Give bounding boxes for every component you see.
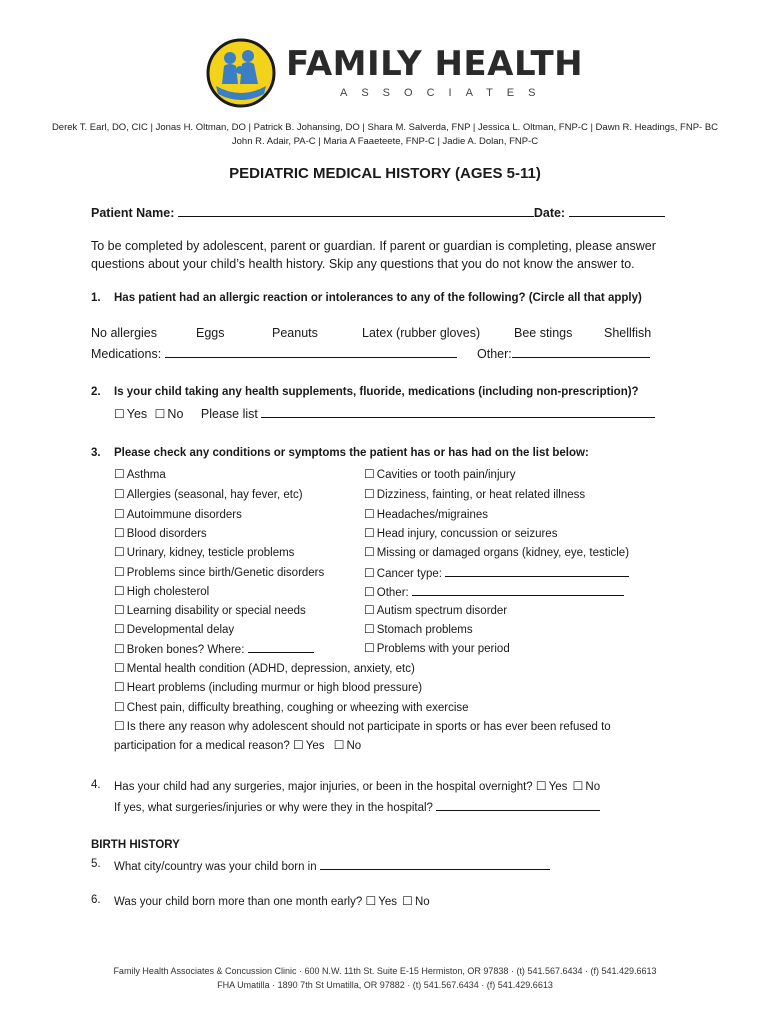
allergy-option-latex[interactable]: Latex (rubber gloves) [362, 326, 481, 340]
q2-text: Is your child taking any health supplements, fluoride, medications (including non-prescription)? [114, 386, 639, 398]
q1-number: 1. [91, 292, 101, 304]
patient-name-label: Patient Name: [91, 206, 175, 220]
letterhead [0, 30, 770, 150]
condition-item[interactable] [114, 526, 207, 540]
q6-yes-checkbox-icon[interactable]: ☐ [365, 894, 377, 908]
other-allergy-field[interactable] [512, 346, 650, 358]
condition-label: Cancer type: [376, 568, 442, 580]
condition-item[interactable] [114, 584, 209, 598]
checkbox-icon[interactable]: ☐ [114, 642, 125, 656]
please-list-field[interactable] [261, 406, 655, 418]
condition-label: Autism spectrum disorder [376, 605, 508, 617]
condition-label: Learning disability or special needs [126, 605, 306, 617]
condition-label: Blood disorders [126, 528, 207, 540]
checkbox-icon[interactable]: ☐ [364, 566, 375, 580]
q3-text: Please check any conditions or symptoms the patient has or has had on the list below: [114, 447, 589, 459]
allergy-option-shellfish[interactable]: Shellfish [604, 326, 652, 340]
q4-no-label: No [585, 781, 601, 793]
condition-item[interactable] [114, 487, 303, 501]
birth-city-field[interactable] [320, 858, 550, 870]
condition-item[interactable] [114, 661, 415, 675]
condition-item[interactable] [114, 565, 324, 579]
condition-label: Developmental delay [126, 624, 235, 636]
condition-item[interactable] [114, 700, 469, 714]
condition-label: Is there any reason why adolescent should not participate in sports or has ever been refused to [126, 721, 611, 733]
providers-line-1: Derek T. Earl, DO, CIC | Jonas H. Oltman, DO | Patrick B. Johansing, DO | Shara M. Salverda, FNP | Jessica L. Oltman, FNP-C | Dawn R. Headings, FNP- BC [51, 122, 719, 133]
condition-item[interactable] [114, 641, 314, 656]
q2-no-checkbox-icon[interactable]: ☐ [154, 407, 166, 421]
condition-label: Autoimmune disorders [126, 509, 242, 521]
condition-label: Allergies (seasonal, hay fever, etc) [126, 489, 303, 501]
condition-item[interactable] [364, 622, 473, 636]
q4-followup-row [114, 799, 600, 814]
allergy-option-bee-stings[interactable]: Bee stings [514, 326, 573, 340]
q2-number: 2. [91, 386, 101, 398]
checkbox-icon[interactable]: ☐ [114, 584, 125, 598]
condition-label: Cavities or tooth pain/injury [376, 469, 516, 481]
q1-text: Has patient had an allergic reaction or intolerances to any of the following? (Circle all that apply) [114, 292, 642, 304]
condition-label: Chest pain, difficulty breathing, coughing or wheezing with exercise [126, 702, 469, 714]
sports-no-checkbox-icon[interactable]: ☐ [333, 738, 345, 752]
intro-line-2: questions about your child’s health history. Skip any questions that you do not know the answer to. [91, 257, 635, 271]
condition-label: Stomach problems [376, 624, 473, 636]
condition-item[interactable] [364, 526, 557, 540]
q2-yes-checkbox-icon[interactable]: ☐ [114, 407, 125, 421]
cancer-type-field[interactable] [445, 565, 629, 577]
q5-number: 5. [91, 858, 101, 870]
q2-no-label: No [167, 407, 184, 421]
condition-item[interactable] [364, 545, 629, 559]
condition-item[interactable] [114, 467, 166, 481]
checkbox-icon[interactable]: ☐ [364, 487, 375, 501]
condition-label: Headaches/migraines [376, 509, 488, 521]
condition-item[interactable] [364, 603, 507, 617]
brand-subtitle: ASSOCIATES [340, 87, 550, 99]
birth-history-heading: BIRTH HISTORY [91, 839, 180, 851]
condition-label: Broken bones? Where: [126, 644, 245, 656]
condition-item[interactable] [364, 487, 585, 501]
q3-number: 3. [91, 447, 101, 459]
sports-no-label: No [346, 740, 362, 752]
condition-label: Head injury, concussion or seizures [376, 528, 558, 540]
condition-item[interactable] [364, 507, 488, 521]
condition-item[interactable] [114, 680, 422, 694]
checkbox-icon[interactable]: ☐ [114, 622, 125, 636]
condition-label: Heart problems (including murmur or high blood pressure) [126, 682, 423, 694]
medications-field[interactable] [165, 346, 457, 358]
patient-name-row [91, 205, 665, 220]
q4-followup-field[interactable] [436, 799, 600, 811]
condition-item[interactable] [114, 545, 294, 559]
q2-answer-row [114, 406, 655, 421]
condition-label: Other: [376, 587, 409, 599]
allergy-option-eggs[interactable]: Eggs [196, 326, 225, 340]
date-field[interactable] [569, 205, 665, 217]
family-logo-icon [206, 38, 276, 108]
q6-number: 6. [91, 894, 101, 906]
checkbox-icon[interactable]: ☐ [364, 641, 375, 655]
q4-row [114, 779, 600, 793]
providers-line-2: John R. Adair, PA-C | Maria A Faaeteete, FNP-C | Jadie A. Dolan, FNP-C [231, 136, 539, 147]
q4-followup-text: If yes, what surgeries/injuries or why were they in the hospital? [114, 802, 433, 814]
checkbox-icon[interactable]: ☐ [114, 661, 125, 675]
checkbox-icon[interactable]: ☐ [364, 585, 375, 599]
q6-row [114, 894, 430, 908]
q6-text: Was your child born more than one month early? [114, 896, 363, 908]
condition-item[interactable] [364, 467, 515, 481]
q2-yes-label: Yes [126, 407, 148, 421]
medications-label: Medications: [91, 347, 162, 361]
condition-label: Dizziness, fainting, or heat related illness [376, 489, 586, 501]
condition-item[interactable] [114, 719, 611, 733]
other-allergy-row [477, 346, 650, 361]
condition-label: High cholesterol [126, 586, 210, 598]
footer-address-line-2: FHA Umatilla · 1890 7th St Umatilla, OR 97882 · (t) 541.567.6434 · (f) 541.429.6613 [217, 980, 553, 990]
other-condition-field[interactable] [412, 584, 624, 596]
broken-bones-field[interactable] [248, 641, 314, 653]
condition-item[interactable] [364, 584, 624, 599]
checkbox-icon[interactable]: ☐ [114, 526, 125, 540]
checkbox-icon[interactable]: ☐ [114, 507, 125, 521]
checkbox-icon[interactable]: ☐ [114, 545, 125, 559]
checkbox-icon[interactable]: ☐ [364, 545, 375, 559]
q4-yes-checkbox-icon[interactable]: ☐ [535, 779, 547, 793]
q6-no-checkbox-icon[interactable]: ☐ [402, 894, 413, 908]
condition-item[interactable] [364, 641, 510, 655]
condition-item[interactable] [114, 603, 306, 617]
q4-number: 4. [91, 779, 101, 791]
other-allergy-label: Other: [477, 347, 512, 361]
q4-yes-label: Yes [548, 781, 568, 793]
form-title: PEDIATRIC MEDICAL HISTORY (AGES 5-11) [229, 165, 541, 182]
q6-yes-label: Yes [378, 896, 397, 908]
please-list-label: Please list [200, 407, 258, 421]
checkbox-icon[interactable]: ☐ [114, 565, 125, 579]
condition-label: Problems with your period [376, 643, 510, 655]
checkbox-icon[interactable]: ☐ [114, 719, 125, 733]
condition-label: Asthma [126, 469, 166, 481]
q4-no-checkbox-icon[interactable]: ☐ [572, 779, 584, 793]
patient-name-field[interactable] [178, 205, 534, 217]
condition-label: Missing or damaged organs (kidney, eye, testicle) [376, 547, 630, 559]
checkbox-icon[interactable]: ☐ [114, 680, 125, 694]
checkbox-icon[interactable]: ☐ [364, 526, 375, 540]
condition-item[interactable] [114, 622, 234, 636]
checkbox-icon[interactable]: ☐ [364, 622, 375, 636]
sports-answer-row [114, 738, 361, 752]
checkbox-icon[interactable]: ☐ [114, 603, 125, 617]
allergy-option-no-allergies[interactable]: No allergies [91, 326, 158, 340]
brand-name: FAMILY HEALTH [286, 44, 584, 84]
footer-address-line-1: Family Health Associates & Concussion Clinic · 600 N.W. 11th St. Suite E-15 Hermiston, OR 97838 · (t) 541.567.6434 · (f) 541.429.6613 [113, 966, 657, 976]
checkbox-icon[interactable]: ☐ [364, 507, 375, 521]
sports-yes-label: Yes [305, 740, 325, 752]
checkbox-icon[interactable]: ☐ [364, 603, 375, 617]
checkbox-icon[interactable]: ☐ [364, 467, 375, 481]
q5-text: What city/country was your child born in [114, 861, 317, 873]
date-label: Date: [533, 206, 566, 220]
condition-label: Mental health condition (ADHD, depression, anxiety, etc) [126, 663, 415, 675]
checkbox-icon[interactable]: ☐ [114, 700, 125, 714]
checkbox-icon[interactable]: ☐ [114, 487, 125, 501]
condition-label: Urinary, kidney, testicle problems [126, 547, 295, 559]
sports-line-2: participation for a medical reason? [114, 740, 290, 752]
condition-item[interactable] [364, 565, 629, 580]
q4-text: Has your child had any surgeries, major injuries, or been in the hospital overnight? [114, 781, 533, 793]
q6-no-label: No [414, 896, 430, 908]
intro-line-1: To be completed by adolescent, parent or guardian. If parent or guardian is completing, please answer [91, 239, 656, 253]
sports-yes-checkbox-icon[interactable]: ☐ [293, 738, 304, 752]
q5-row [114, 858, 550, 873]
allergy-option-peanuts[interactable]: Peanuts [272, 326, 318, 340]
condition-item[interactable] [114, 507, 242, 521]
condition-label: Problems since birth/Genetic disorders [126, 567, 325, 579]
checkbox-icon[interactable]: ☐ [114, 467, 125, 481]
medications-row [91, 346, 457, 361]
